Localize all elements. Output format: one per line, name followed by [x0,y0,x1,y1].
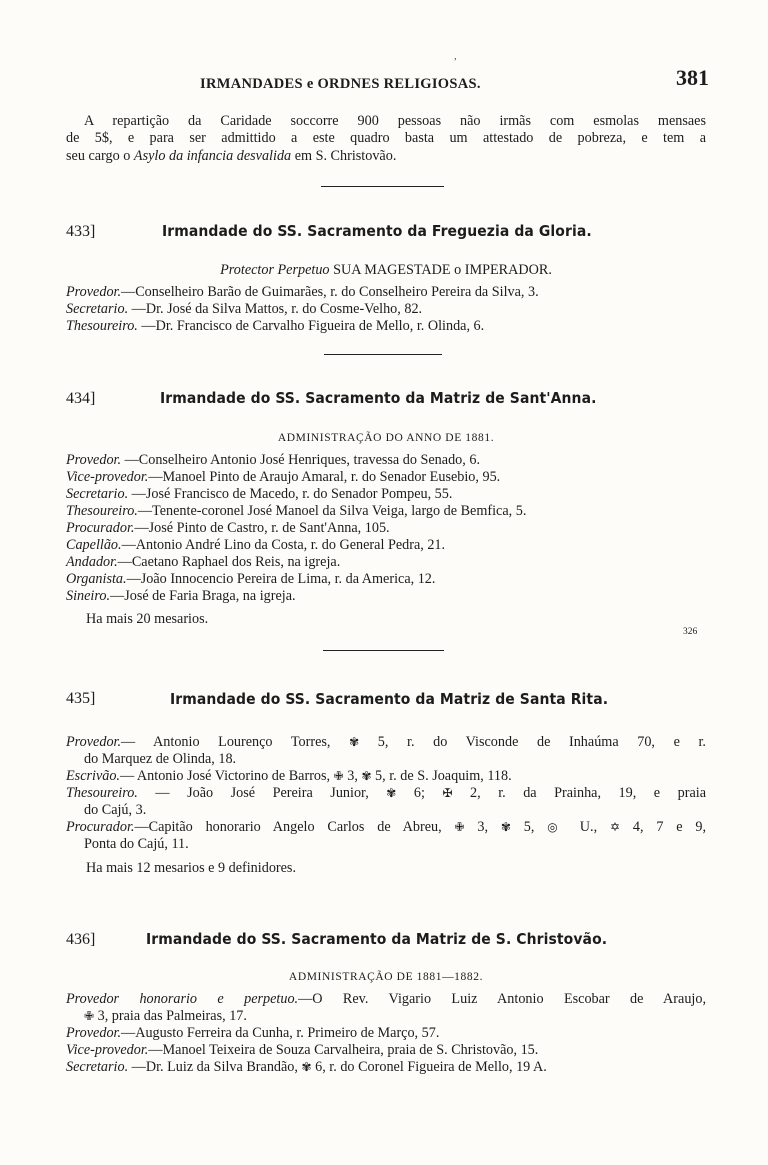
star-cross-icon: ✙ [333,769,344,783]
officer-row: Provedor.—Augusto Ferreira da Cunha, r. Primeiro de Março, 57. [66,1025,440,1041]
separator-rule [324,354,442,355]
mesarios-note: Ha mais 12 mesarios e 9 definidores. [86,860,296,876]
officer-row: Secretario. —Dr. José da Silva Mattos, r. do Cosme-Velho, 82. [66,301,423,317]
officer-row: Capellão.—Antonio André Lino da Costa, r. do General Pedra, 21. [66,537,446,553]
officer-row: Organista.—João Innocencio Pereira de Lima, r. da America, 12. [66,571,436,587]
separator-rule [321,186,444,187]
star-icon: ✡ [609,820,621,834]
officer-row: Provedor.— Antonio Lourenço Torres, ✾ 5, r. do Visconde de Inhaúma 70, e r. [66,734,706,750]
rose-icon: ✾ [386,786,397,800]
officer-row: Provedor.—Conselheiro Barão de Guimarães, r. do Conselheiro Pereira da Silva, 3. [66,284,539,300]
rose-icon: ✾ [361,769,372,783]
officer-row: Escrivão.— Antonio José Victorino de Barros, ✙ 3, ✾ 5, r. de S. Joaquim, 118. [66,768,512,784]
rose-icon: ✾ [349,735,360,749]
officer-row: Andador.—Caetano Raphael dos Reis, na igreja. [66,554,341,570]
officer-row: Vice-provedor.—Manoel Teixeira de Souza Carvalheira, praia de S. Christovão, 15. [66,1042,539,1058]
intro-line-1: A repartição da Caridade soccorre 900 pessoas não irmãs com esmolas mensaes [84,113,706,129]
page-number: 381 [676,65,709,90]
running-header-title: IRMANDADES e ORDNES RELIGIOSAS. [200,76,481,92]
entry-number-435: 435] [66,690,96,707]
officer-row: Secretario. —José Francisco de Macedo, r. do Senador Pompeu, 55. [66,486,453,502]
officer-row: Procurador.—José Pinto de Castro, r. de Sant'Anna, 105. [66,520,390,536]
officer-row: Thesoureiro.—Tenente-coronel José Manoel da Silva Veiga, largo de Bemfica, 5. [66,503,527,519]
officer-row-cont: do Marquez de Olinda, 18. [84,751,237,767]
administration-line: ADMINISTRAÇÃO DO ANNO DE 1881. [277,432,495,444]
officer-row-cont: do Cajú, 3. [84,802,147,818]
rose-icon: ✾ [500,820,511,834]
section-title-433: Irmandade do SS. Sacramento da Freguezia da Gloria. [162,222,592,240]
star-cross-icon: ✙ [454,820,465,834]
mesarios-note: Ha mais 20 mesarios. [86,611,209,627]
section-title-435: Irmandade do SS. Sacramento da Matriz de Santa Rita. [170,690,609,708]
intro-line-3: seu cargo o Asylo da infancia desvalida em S. Christovão. [66,148,397,164]
section-title-436: Irmandade do SS. Sacramento da Matriz de S. Christovão. [146,930,608,948]
officer-row: Thesoureiro. —Dr. Francisco de Carvalho Figueira de Mello, r. Olinda, 6. [66,318,485,334]
circle-icon: ◎ [547,820,567,834]
protector-line: Protector Perpetuo SUA MAGESTADE o IMPERADOR. [220,262,552,278]
star-cross-icon: ✙ [84,1009,95,1023]
officer-row: Provedor. —Conselheiro Antonio José Henriques, travessa do Senado, 6. [66,452,480,468]
entry-number-434: 434] [66,390,96,407]
officer-row: Secretario. —Dr. Luiz da Silva Brandão, ✾ 6, r. do Coronel Figueira de Mello, 19 A. [66,1059,547,1075]
rose-icon: ✾ [301,1060,312,1074]
officer-row-cont: ✙ 3, praia das Palmeiras, 17. [84,1008,247,1024]
officer-row: Provedor honorario e perpetuo.—O Rev. Vigario Luiz Antonio Escobar de Araujo, [66,991,706,1007]
section-title-434: Irmandade do SS. Sacramento da Matriz de Sant'Anna. [160,389,597,407]
officer-row: Vice-provedor.—Manoel Pinto de Araujo Amaral, r. do Senador Eusebio, 95. [66,469,501,485]
intro-line-2: de 5$, e para ser admittido a este quadro basta um attestado de pobreza, e tem a [66,130,706,146]
officer-row-cont: Ponta do Cajú, 11. [84,836,189,852]
entry-number-436: 436] [66,931,96,948]
officer-row: Thesoureiro. — João José Pereira Junior, ✾ 6; ✠ 2, r. da Prainha, 19, e praia [66,785,706,801]
entry-number-433: 433] [66,223,96,240]
officer-row: Procurador.—Capitão honorario Angelo Carlos de Abreu, ✙ 3, ✾ 5, ◎ U., ✡ 4, 7 e 9, [66,819,706,835]
separator-rule [323,650,444,651]
print-speck: , [454,50,457,62]
administration-line: ADMINISTRAÇÃO DE 1881—1882. [288,971,484,983]
cross-icon: ✠ [442,786,453,800]
margin-number: 326 [683,627,698,637]
officer-row: Sineiro.—José de Faria Braga, na igreja. [66,588,296,604]
